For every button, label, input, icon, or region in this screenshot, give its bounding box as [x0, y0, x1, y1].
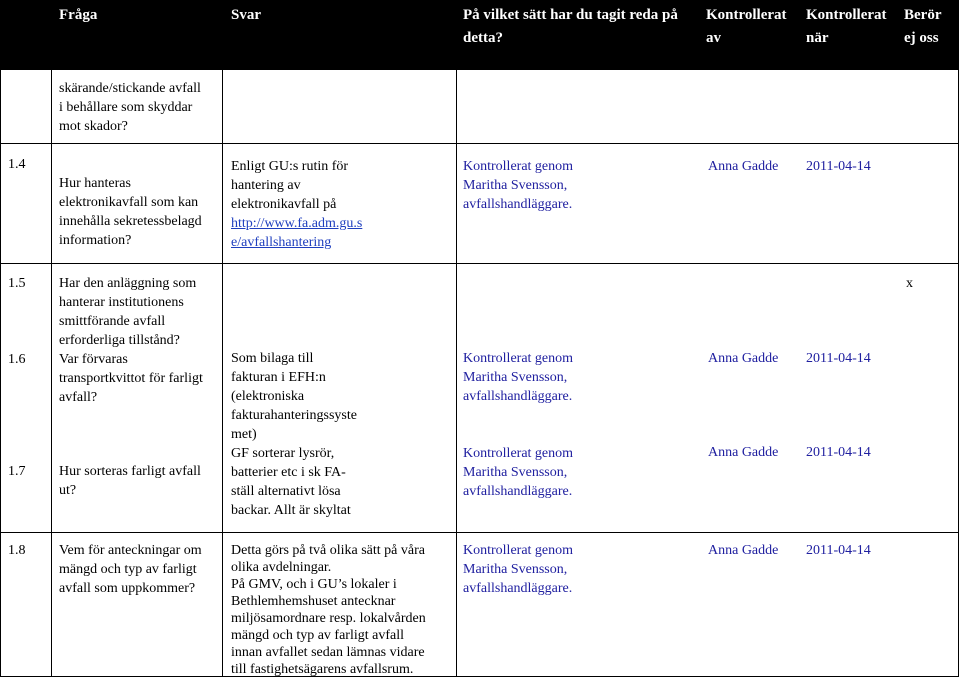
question-text: Hur hanteras	[59, 176, 131, 191]
question-text: skärande/stickande avfall	[59, 81, 201, 96]
question-text: avfall som uppkommer?	[59, 581, 196, 596]
checked-by: Anna Gadde	[708, 159, 779, 174]
answer-text: Enligt GU:s rutin för	[231, 159, 349, 174]
verification-method: Maritha Svensson,	[463, 465, 568, 480]
checked-date: 2011-04-14	[806, 543, 871, 558]
col-header-fraga: Fråga	[59, 7, 98, 23]
question-text: transportkvittot för farligt	[59, 371, 203, 386]
checked-by: Anna Gadde	[708, 543, 779, 558]
question-text: elektronikavfall som kan	[59, 195, 199, 210]
question-text: i behållare som skyddar	[59, 100, 193, 115]
verification-method: Kontrollerat genom	[463, 159, 574, 174]
checked-date: 2011-04-14	[806, 351, 871, 366]
question-number: 1.5	[8, 276, 26, 291]
avfallshantering-link[interactable]: e/avfallshantering	[231, 235, 332, 250]
question-text: Var förvaras	[59, 352, 128, 367]
checked-by: Anna Gadde	[708, 351, 779, 366]
col-header-kontrollerat-av-line1: Kontrollerat	[706, 7, 787, 23]
question-text: innehålla sekretessbelagd	[59, 214, 202, 229]
verification-method: Kontrollerat genom	[463, 351, 574, 366]
verification-method: avfallshandläggare.	[463, 581, 573, 596]
answer-text: innan avfallet sedan lämnas vidare	[231, 645, 425, 660]
answer-text: GF sorterar lysrör,	[231, 446, 335, 461]
answer-text: till fastighetsägarens avfallsrum.	[231, 662, 414, 677]
verification-method: avfallshandläggare.	[463, 197, 573, 212]
column-divider	[51, 70, 52, 677]
row-divider	[0, 532, 959, 533]
question-text: hanterar institutionens	[59, 295, 184, 310]
column-divider	[222, 70, 223, 677]
question-text: Hur sorteras farligt avfall	[59, 464, 201, 479]
question-text: mängd och typ av farligt	[59, 562, 197, 577]
question-text: Har den anläggning som	[59, 276, 197, 291]
checked-date: 2011-04-14	[806, 445, 871, 460]
answer-text: met)	[231, 427, 257, 442]
verification-method: Kontrollerat genom	[463, 446, 574, 461]
row-divider	[0, 143, 959, 144]
verification-method: avfallshandläggare.	[463, 389, 573, 404]
question-text: mot skador?	[59, 119, 128, 134]
answer-text: På GMV, och i GU’s lokaler i	[231, 577, 397, 592]
col-header-beror-line2: ej oss	[904, 30, 939, 46]
answer-text: Bethlemhemshuset antecknar	[231, 594, 396, 609]
answer-text: elektronikavfall på	[231, 197, 337, 212]
question-text: avfall?	[59, 390, 98, 405]
col-header-hur-line2: detta?	[463, 30, 503, 46]
answer-text: fakturan i EFH:n	[231, 370, 326, 385]
col-header-kontrollerat-av-line2: av	[706, 30, 721, 46]
answer-text: fakturahanteringssyste	[231, 408, 357, 423]
answer-text: (elektroniska	[231, 389, 305, 404]
checked-by: Anna Gadde	[708, 445, 779, 460]
question-text: smittförande avfall	[59, 314, 166, 329]
answer-text: backar. Allt är skyltat	[231, 503, 351, 518]
verification-method: avfallshandläggare.	[463, 484, 573, 499]
answer-text: Som bilaga till	[231, 351, 314, 366]
answer-text: batterier etc i sk FA-	[231, 465, 346, 480]
answer-text: Detta görs på två olika sätt på våra	[231, 543, 425, 558]
col-header-svar: Svar	[231, 7, 261, 23]
question-number: 1.6	[8, 352, 26, 367]
question-text: erforderliga tillstånd?	[59, 333, 180, 348]
checked-date: 2011-04-14	[806, 159, 871, 174]
verification-method: Kontrollerat genom	[463, 543, 574, 558]
column-divider	[456, 70, 457, 677]
col-header-hur-line1: På vilket sätt har du tagit reda på	[463, 7, 678, 23]
question-text: Vem för anteckningar om	[59, 543, 202, 558]
answer-text: mängd och typ av farligt avfall	[231, 628, 404, 643]
verification-method: Maritha Svensson,	[463, 562, 568, 577]
question-text: information?	[59, 233, 132, 248]
question-number: 1.4	[8, 157, 26, 172]
question-number: 1.8	[8, 543, 26, 558]
answer-text: miljösamordnare resp. lokalvården	[231, 611, 426, 626]
table-border-left	[0, 70, 1, 677]
question-text: ut?	[59, 483, 77, 498]
verification-method: Maritha Svensson,	[463, 370, 568, 385]
table-header	[0, 0, 959, 70]
answer-text: olika avdelningar.	[231, 560, 332, 575]
verification-method: Maritha Svensson,	[463, 178, 568, 193]
col-header-kontrollerat-nar-line2: när	[806, 30, 829, 46]
not-applicable-mark: x	[906, 276, 913, 291]
row-divider	[0, 263, 959, 264]
answer-text: ställ alternativt lösa	[231, 484, 341, 499]
col-header-kontrollerat-nar-line1: Kontrollerat	[806, 7, 887, 23]
question-number: 1.7	[8, 464, 26, 479]
col-header-beror-line1: Berör	[904, 7, 942, 23]
avfallshantering-link[interactable]: http://www.fa.adm.gu.s	[231, 216, 363, 231]
answer-text: hantering av	[231, 178, 301, 193]
